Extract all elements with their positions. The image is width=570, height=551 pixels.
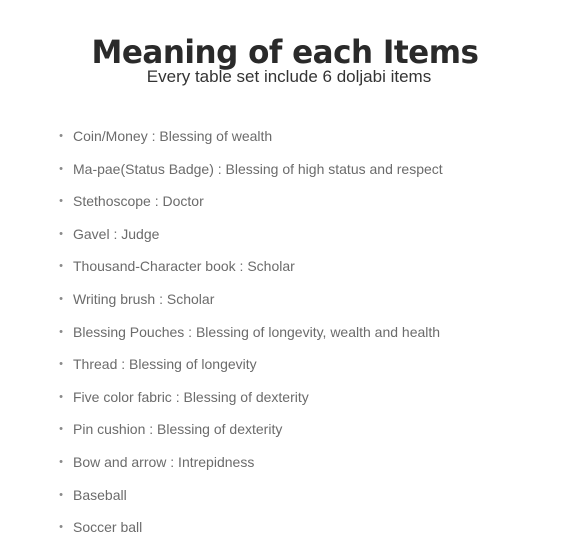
bullet-icon: • xyxy=(59,521,63,534)
list-item-text: Baseball xyxy=(73,486,127,503)
page-subtitle: Every table set include 6 doljabi items xyxy=(146,67,432,86)
list-item-text: Blessing Pouches : Blessing of longevity, wealth and health xyxy=(73,323,441,340)
bullet-icon: • xyxy=(59,455,63,468)
bullet-icon: • xyxy=(59,260,63,273)
page-title: Meaning of each Items xyxy=(91,34,479,72)
bullet-icon: • xyxy=(59,162,63,175)
list-item-text: Thread : Blessing of longevity xyxy=(73,356,257,373)
list-item-text: Bow and arrow : Intrepidness xyxy=(73,453,255,470)
bullet-icon: • xyxy=(59,325,63,338)
list-item-text: Thousand-Character book : Scholar xyxy=(73,258,295,275)
list-item-text: Writing brush : Scholar xyxy=(73,290,215,307)
bullet-icon: • xyxy=(59,423,63,436)
bullet-icon: • xyxy=(59,358,63,371)
bullet-icon: • xyxy=(59,488,63,501)
list-item-text: Five color fabric : Blessing of dexterity xyxy=(73,388,309,405)
list-item-text: Coin/Money : Blessing of wealth xyxy=(73,128,273,144)
list-item-text: Gavel : Judge xyxy=(73,225,160,242)
bullet-icon: • xyxy=(59,195,63,208)
bullet-icon: • xyxy=(59,292,63,305)
list-item-text: Pin cushion : Blessing of dexterity xyxy=(73,421,283,438)
list-item-text: Stethoscope : Doctor xyxy=(73,193,204,210)
bullet-icon: • xyxy=(59,390,63,403)
bullet-icon: • xyxy=(59,130,63,142)
bullet-icon: • xyxy=(59,227,63,240)
list-item-text: Ma-pae(Status Badge) : Blessing of high status and respect xyxy=(73,160,443,177)
list-item-text: Soccer ball xyxy=(73,519,143,536)
